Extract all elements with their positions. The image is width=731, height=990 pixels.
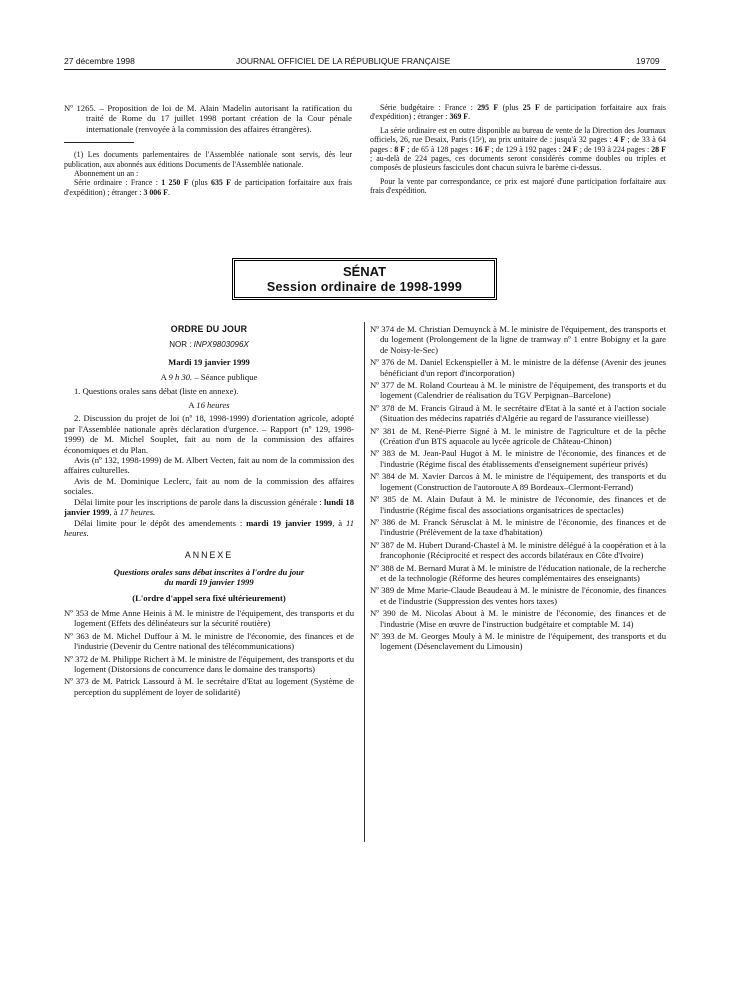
avis-132: Avis (nº 132, 1998-1999) de M. Albert Vecten, fait au nom de la commission des affaires culturelles. [64, 455, 354, 476]
agenda-item-1: 1. Questions orales sans débat (liste en annexe). [74, 385, 239, 396]
question-item: Nº 373 de M. Patrick Lassourd à M. le secrétaire d'Etat au logement (Système de perception du supplément de loyer de solidarité) [64, 676, 354, 697]
top-right-block [370, 103, 666, 196]
delai-amendements: Délai limite pour le dépôt des amendements : mardi 19 janvier 1999, à 11 heures. [64, 517, 354, 538]
question-item: Nº 387 de M. Hubert Durand-Chastel à M. le ministre délégué à la coopération et à la francophonie (Réciprocité et respect des accords bilatéraux en Côte d'Ivoire) [370, 539, 666, 561]
right-column [370, 324, 666, 654]
question-item: Nº 377 de M. Roland Courteau à M. le ministre de l'équipement, des transports et du logement (Calendrier de réalisation du TGV Perpignan–Barcelone) [370, 380, 666, 401]
question-item: Nº 374 de M. Christian Demuynck à M. le ministre de l'équipement, des transports et du logement (Prolongement de la ligne de tramway nº 1 entre Bobigny et la gare de Noisy-le-Sec) [370, 324, 666, 355]
question-item: Nº 389 de Mme Marie-Claude Beaudeau à M. le ministre de l'économie, des finances et de l'industrie (Suppression des ventes hors taxes) [370, 585, 666, 606]
question-item: Nº 388 de M. Bernard Murat à M. le ministre de l'éducation nationale, de la recherche et de la technologie (Réforme des heures complémentaires des enseignants) [370, 562, 666, 583]
left-column [64, 324, 354, 699]
footnote-1: (1) Les documents parlementaires de l'Assemblée nationale sont servis, dès leur publication, aux abonnés aux éditions Documents de l'Assemblée nationale. [64, 150, 352, 169]
question-item: Nº 386 de M. Franck Sérusclat à M. le ministre de l'économie, des finances et de l'industrie (Prélèvement de la taxe d'habitation) [370, 516, 666, 538]
header-title: JOURNAL OFFICIEL DE LA RÉPUBLIQUE FRANÇAISE [236, 56, 451, 66]
avis-leclerc: Avis de M. Dominique Leclerc, fait au nom de la commission des affaires sociales. [64, 475, 354, 497]
question-item: Nº 378 de M. Francis Giraud à M. le secrétaire d'Etat à la santé et à l'action sociale (Situation des médecins rapatriés d'Algérie au regard de l'assurance vieillesse) [370, 402, 666, 424]
question-item: Nº 383 de M. Jean-Paul Hugot à M. le ministre de l'économie, des finances et de l'industrie (Régime fiscal des établissements d'enseignement supérieur privés) [370, 448, 666, 469]
annexe-subtitle-line2: du mardi 19 janvier 1999 [164, 577, 254, 588]
nor-reference: NOR : INPX9803096X [169, 340, 249, 350]
top-left-block [64, 103, 352, 197]
question-item: Nº 390 de M. Nicolas About à M. le ministre de l'économie, des finances et de l'industrie (Mise en œuvre de l'instruction budgétaire et comptable M. 14) [370, 608, 666, 629]
footnote-rule [64, 142, 134, 143]
header-page-number: 19709 [636, 56, 660, 66]
delai-inscriptions: Délai limite pour les inscriptions de parole dans la discussion générale : lundi 18 janvier 1999, à 17 heures. [64, 496, 354, 518]
question-item: Nº 384 de M. Xavier Darcos à M. le ministre de l'équipement, des transports et du logement (Construction de l'autoroute A 89 Bordeaux–Clermont-Ferrand) [370, 471, 666, 492]
column-divider [364, 322, 365, 842]
annexe-subtitle-line1: Questions orales sans débat inscrites à l'ordre du jour [113, 566, 305, 577]
proposition-1265: Nº 1265. – Proposition de loi de M. Alain Madelin autorisant la ratification du traité de Rome du 17 juillet 1998 portant création de la Cour pénale internationale (renvoyée à la commission des affaires étrangères). [64, 103, 352, 134]
vente-tarifs: La série ordinaire est en outre disponible au bureau de vente de la Direction des Journaux officiels, 26, rue Desaix, Paris (15ᵉ), au prix unitaire de : jusqu'à 32 pages : 4 F ; de 33 à 64 pages : 8 F ; de 65 à 128 pages : 16 F ; de 129 à 192 pages : 24 F ; de 193 à 224 pages : 28 F ; au-delà de 224 pages, ces documents seront considérés comme doubles ou triples et composés de plusieurs fascicules dont chacun suivra le barème ci-dessus. [370, 125, 666, 173]
serie-budgetaire-tarif: Série budgétaire : France : 295 F (plus 25 F de participation forfaitaire aux frais d'expédition) ; étranger : 369 F. [370, 103, 666, 122]
question-item: Nº 372 de M. Philippe Richert à M. le ministre de l'équipement, des transports et du logement (Distorsions de concurrence dans le domaine des transports) [64, 653, 354, 674]
questions-list-left [64, 608, 354, 697]
question-item: Nº 376 de M. Daniel Eckenspieller à M. le ministre de la défense (Avenir des jeunes bénéficiant d'un report d'incorporation) [370, 357, 666, 378]
ordre-du-jour-heading: ORDRE DU JOUR [170, 324, 248, 334]
question-item: Nº 353 de Mme Anne Heinis à M. le ministre de l'équipement, des transports et du logement (Effets des délinéateurs sur la sécurité routière) [64, 607, 354, 629]
question-item: Nº 363 de M. Michel Duffour à M. le ministre de l'économie, des finances et de l'industrie (Devenir du Centre national des télécommunications) [64, 630, 354, 652]
annexe-heading: ANNEXE [184, 550, 234, 561]
serie-ordinaire-tarif: Série ordinaire : France : 1 250 F (plus 635 F de participation forfaitaire aux frais d'expédition) ; étranger : 3 006 F. [64, 178, 352, 197]
morning-time: A 9 h 30. – Séance publique [160, 372, 258, 383]
senat-session-box [232, 258, 497, 300]
session-subtitle: Session ordinaire de 1998-1999 [266, 280, 463, 294]
agenda-item-2: 2. Discussion du projet de loi (nº 18, 1998-1999) d'orientation agricole, adopté par l'Assemblée nationale après déclaration d'urgence. – Rapport (nº 129, 1998-1999) de M. Michel Souplet, fait au nom de la commission des affaires économiques et du Plan. [64, 413, 354, 455]
abonnement-label: Abonnement un an : [74, 169, 139, 179]
question-item: Nº 385 de M. Alain Dufaut à M. le ministre de l'économie, des finances et de l'industrie (Régime fiscal des associations organisatrices de spectacles) [370, 494, 666, 515]
header-rule [64, 69, 666, 70]
vente-correspondance: Pour la vente par correspondance, ce prix est majoré d'une participation forfaitaire aux frais d'expédition. [370, 176, 666, 196]
ordre-appel-note: (L'ordre d'appel sera fixé ultérieurement) [132, 592, 286, 603]
question-item: Nº 381 de M. René-Pierre Signé à M. le ministre de l'agriculture et de la pêche (Création d'un BTS aquacole au lycée agricole de Château-Chinon) [370, 425, 666, 447]
senat-title: SÉNAT [342, 264, 387, 279]
afternoon-time: A 16 heures [188, 400, 230, 411]
question-item: Nº 393 de M. Georges Mouly à M. le ministre de l'équipement, des transports et du logement (Désenclavement du Limousin) [370, 630, 666, 652]
session-date: Mardi 19 janvier 1999 [168, 356, 250, 367]
header-date: 27 décembre 1998 [64, 56, 135, 66]
